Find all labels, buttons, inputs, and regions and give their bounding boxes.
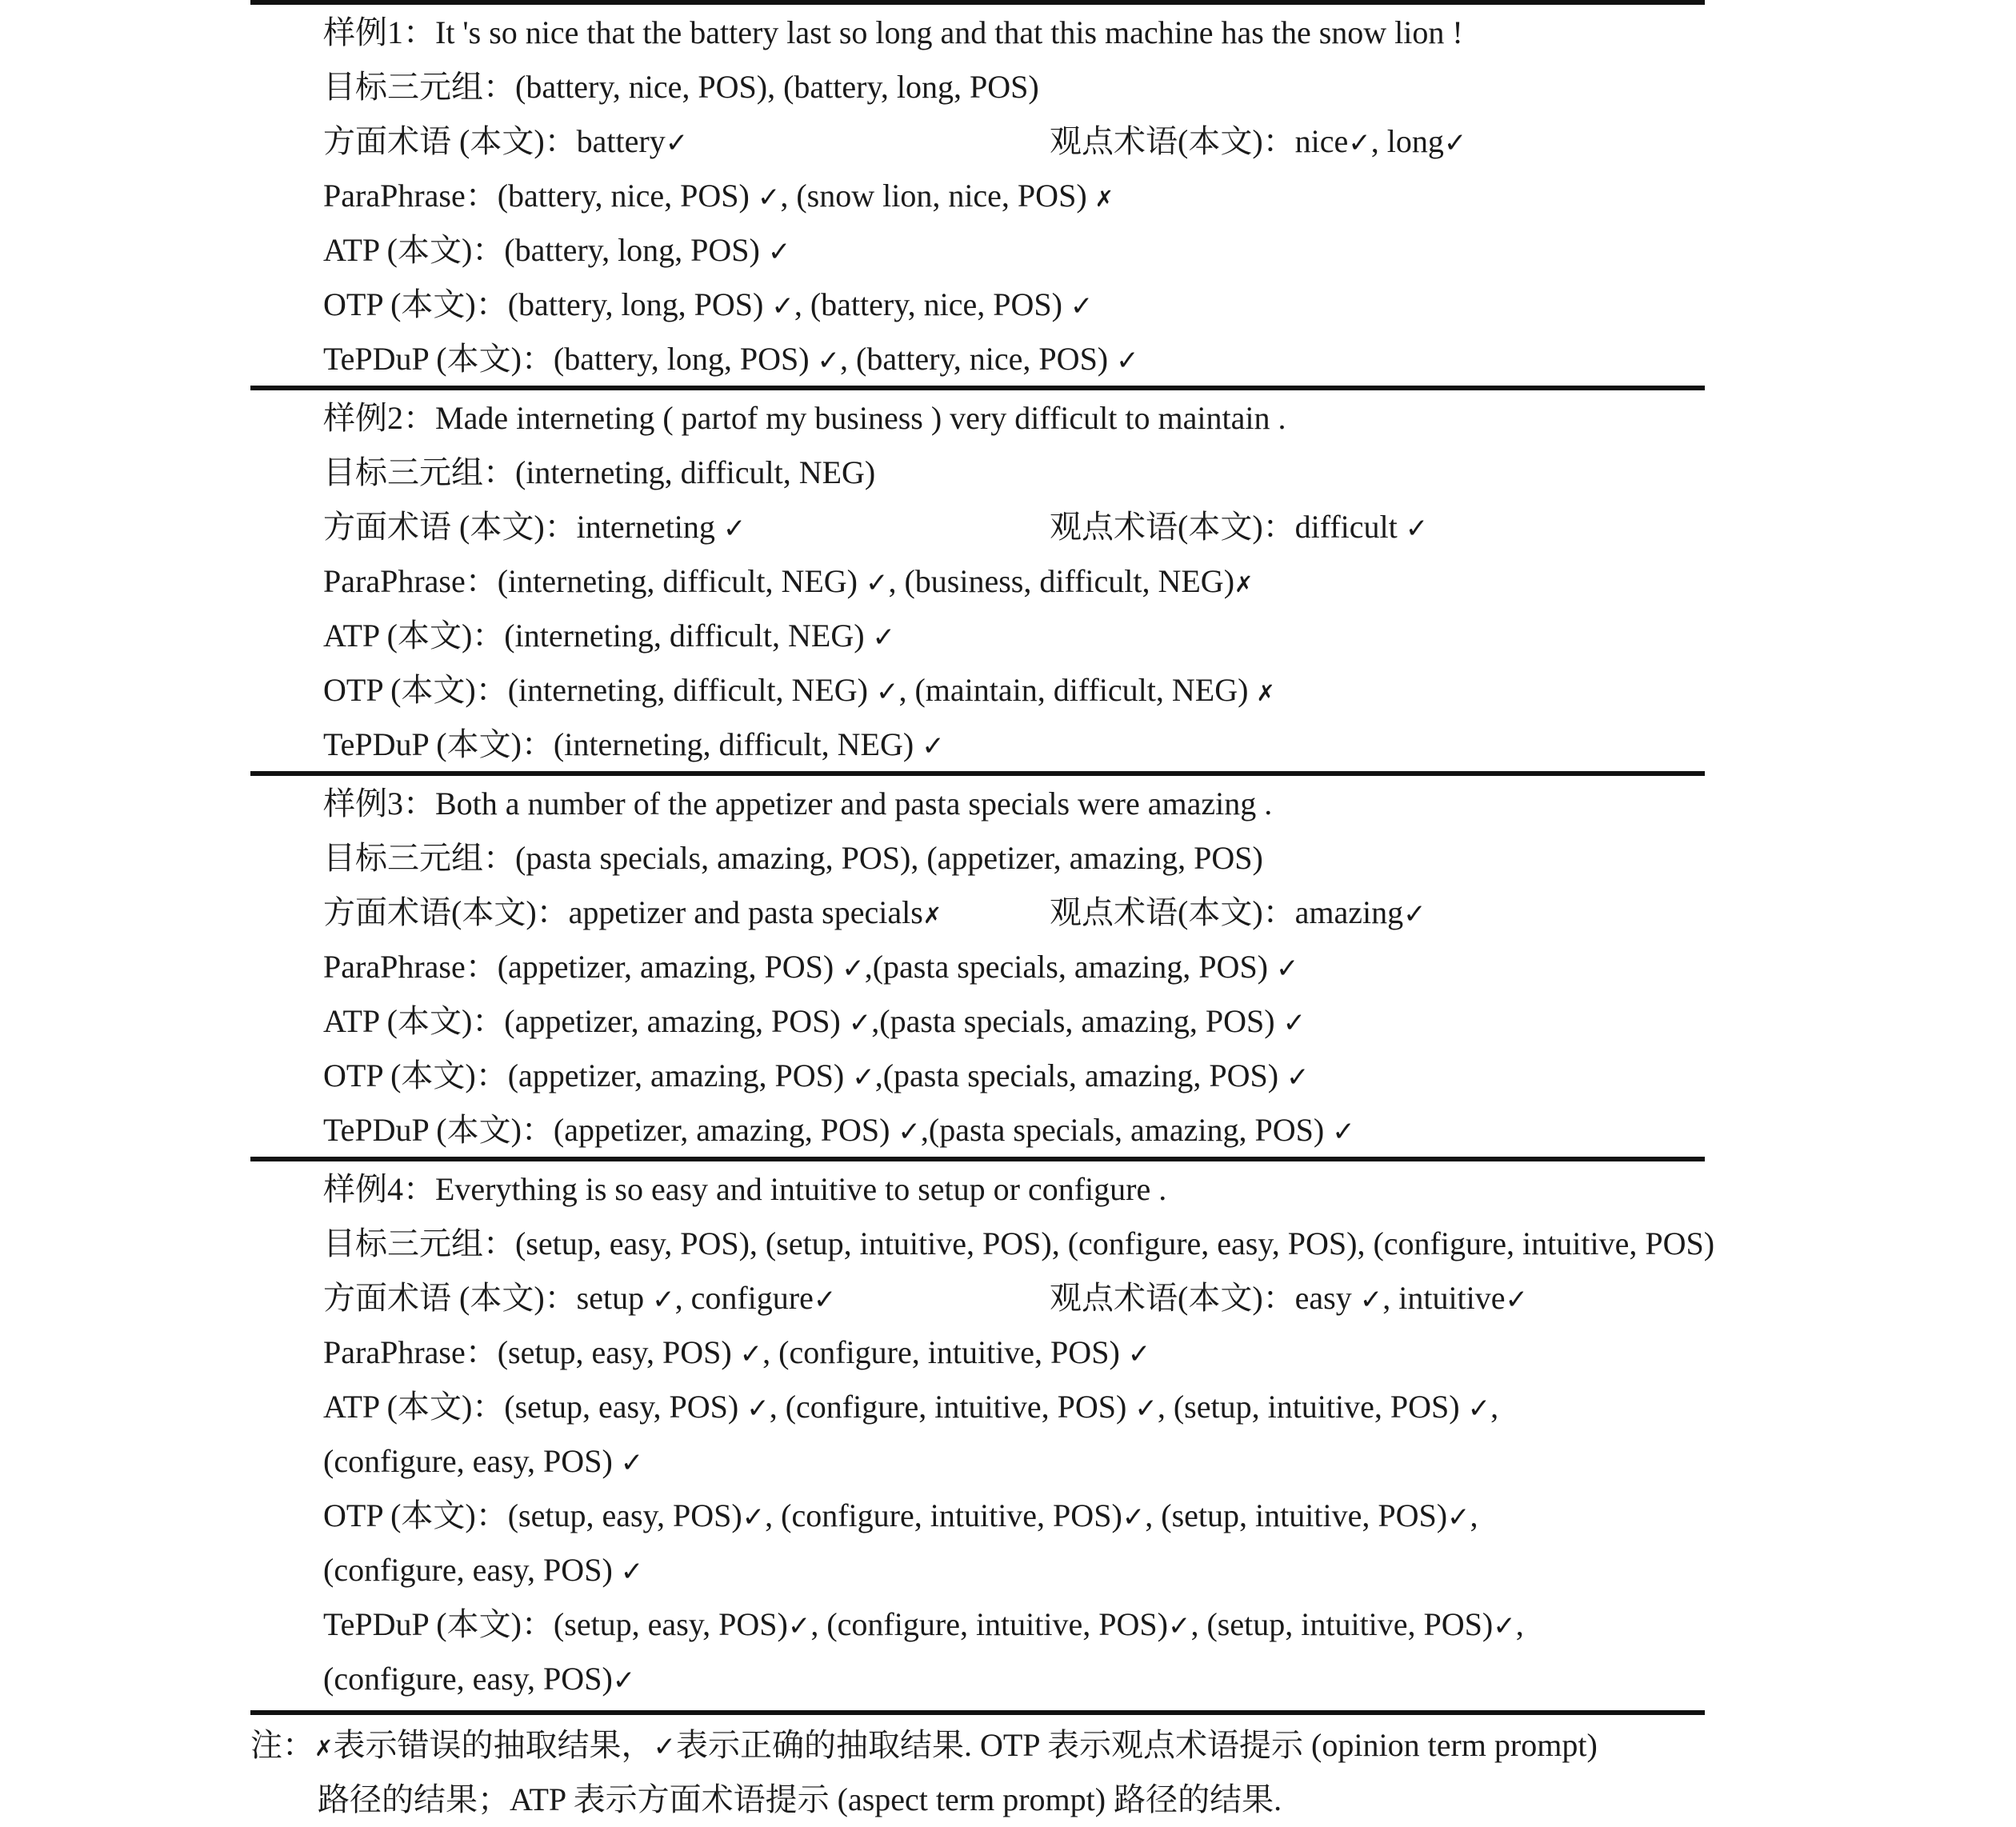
text-segment: 目标三元组：(setup, easy, POS), (setup, intuitive, POS), (configure, easy, POS), (configure, intuitive, POS) bbox=[323, 1225, 1715, 1261]
text-segment: ATP (本文)：(setup, easy, POS) bbox=[323, 1389, 747, 1425]
text-segment: , (battery, nice, POS) bbox=[794, 286, 1070, 322]
text-segment: , configure bbox=[674, 1280, 814, 1316]
sample-sentence-line bbox=[323, 391, 1963, 446]
sample-result-line bbox=[323, 1652, 1963, 1706]
check-mark-icon: ✓ bbox=[848, 1007, 872, 1039]
check-mark-icon: ✓ bbox=[1405, 513, 1429, 545]
sample-result-line bbox=[323, 169, 1963, 223]
check-mark-icon: ✓ bbox=[787, 1610, 811, 1642]
sample-result-line bbox=[323, 1434, 1963, 1489]
text-segment: , (setup, intuitive, POS) bbox=[1157, 1389, 1468, 1425]
sample-sentence-line bbox=[323, 6, 1963, 60]
text-segment: 观点术语(本文)：difficult bbox=[1050, 509, 1406, 545]
text-segment: , bbox=[1515, 1606, 1524, 1642]
check-mark-icon: ✓ bbox=[739, 1338, 763, 1370]
text-segment: TePDuP (本文)：(interneting, difficult, NEG) bbox=[323, 726, 922, 762]
sample-result-line bbox=[323, 500, 1963, 554]
text-segment: ,(pasta specials, amazing, POS) bbox=[871, 1003, 1283, 1039]
text-segment: , (configure, intuitive, POS) bbox=[810, 1606, 1168, 1642]
sample-result-line bbox=[323, 446, 1963, 500]
check-mark-icon: ✓ bbox=[652, 1284, 675, 1316]
text-segment: 表示正确的抽取结果. OTP 表示观点术语提示 (opinion term prompt) bbox=[675, 1727, 1598, 1763]
sample-block-1 bbox=[323, 6, 1963, 386]
text-segment: , long bbox=[1370, 123, 1444, 159]
sample-result-line bbox=[323, 1489, 1963, 1543]
check-mark-icon: ✓ bbox=[817, 345, 841, 377]
text-segment: ParaPhrase：(setup, easy, POS) bbox=[323, 1334, 740, 1370]
text-segment: TePDuP (本文)：(appetizer, amazing, POS) bbox=[323, 1112, 898, 1148]
text-segment: 样例3：Both a number of the appetizer and pasta specials were amazing . bbox=[323, 786, 1273, 822]
sample-result-line bbox=[323, 278, 1963, 332]
sample-result-line bbox=[323, 1597, 1963, 1652]
check-mark-icon: ✓ bbox=[612, 1665, 636, 1697]
text-segment: 方面术语 (本文)：setup bbox=[323, 1280, 653, 1316]
text-segment: ATP (本文)：(appetizer, amazing, POS) bbox=[323, 1003, 849, 1039]
check-mark-icon: ✓ bbox=[1070, 290, 1094, 322]
text-segment: , (snow lion, nice, POS) bbox=[780, 178, 1095, 214]
sample-block-4 bbox=[323, 1162, 1963, 1706]
check-mark-icon: ✓ bbox=[898, 1116, 921, 1148]
text-segment: OTP (本文)：(appetizer, amazing, POS) bbox=[323, 1057, 853, 1093]
sample-divider bbox=[250, 1157, 1705, 1161]
sample-result-line bbox=[323, 940, 1963, 994]
text-segment: 观点术语(本文)：amazing bbox=[1050, 894, 1404, 930]
text-segment: 样例2：Made interneting ( partof my business ) very difficult to maintain . bbox=[323, 400, 1286, 436]
check-mark-icon: ✓ bbox=[722, 513, 746, 545]
sample-result-line bbox=[323, 663, 1963, 718]
sample-result-line bbox=[323, 1217, 1963, 1271]
text-segment: 目标三元组：(pasta specials, amazing, POS), (appetizer, amazing, POS) bbox=[323, 840, 1263, 876]
check-mark-icon: ✓ bbox=[1167, 1610, 1191, 1642]
text-segment: OTP (本文)：(setup, easy, POS) bbox=[323, 1497, 742, 1533]
sample-result-line bbox=[323, 994, 1963, 1049]
text-segment: (configure, easy, POS) bbox=[323, 1552, 621, 1588]
check-mark-icon: ✓ bbox=[1447, 1501, 1470, 1533]
text-segment: 样例4：Everything is so easy and intuitive to setup or configure . bbox=[323, 1171, 1167, 1207]
cross-mark-icon: ✗ bbox=[314, 1735, 334, 1761]
check-mark-icon: ✓ bbox=[1134, 1393, 1158, 1425]
check-mark-icon: ✓ bbox=[1276, 953, 1299, 985]
check-mark-icon: ✓ bbox=[1127, 1338, 1151, 1370]
text-segment: (configure, easy, POS) bbox=[323, 1661, 613, 1697]
text-segment: , bbox=[1470, 1497, 1478, 1533]
note-line bbox=[250, 1773, 1770, 1827]
text-segment: 方面术语(本文)：appetizer and pasta specials bbox=[323, 894, 923, 930]
text-segment: , (battery, nice, POS) bbox=[840, 341, 1117, 377]
check-mark-icon: ✓ bbox=[813, 1284, 837, 1316]
text-segment: , intuitive bbox=[1382, 1280, 1506, 1316]
opinion-term-column bbox=[1050, 114, 1466, 170]
table-note bbox=[250, 1718, 1770, 1827]
text-segment: ParaPhrase：(interneting, difficult, NEG) bbox=[323, 563, 866, 599]
text-segment: , (setup, intuitive, POS) bbox=[1145, 1497, 1448, 1533]
check-mark-icon: ✓ bbox=[771, 290, 794, 322]
text-segment: ATP (本文)：(battery, long, POS) bbox=[323, 232, 768, 268]
check-mark-icon: ✓ bbox=[872, 622, 896, 654]
text-segment: ATP (本文)：(interneting, difficult, NEG) bbox=[323, 618, 873, 654]
text-segment: 方面术语 (本文)：interneting bbox=[323, 509, 723, 545]
text-segment: TePDuP (本文)：(battery, long, POS) bbox=[323, 341, 818, 377]
text-segment: , (configure, intuitive, POS) bbox=[769, 1389, 1135, 1425]
sample-result-line bbox=[323, 831, 1963, 886]
text-segment: , (configure, intuitive, POS) bbox=[765, 1497, 1122, 1533]
sample-divider bbox=[250, 386, 1705, 390]
check-mark-icon: ✓ bbox=[1116, 345, 1139, 377]
sample-result-line bbox=[323, 1380, 1963, 1434]
check-mark-icon: ✓ bbox=[852, 1061, 875, 1093]
check-mark-icon: ✓ bbox=[1122, 1501, 1146, 1533]
cross-mark-icon: ✗ bbox=[1256, 680, 1275, 706]
check-mark-icon: ✓ bbox=[746, 1393, 770, 1425]
check-mark-icon: ✓ bbox=[1467, 1393, 1491, 1425]
check-mark-icon: ✓ bbox=[1286, 1061, 1310, 1093]
check-mark-icon: ✓ bbox=[1443, 127, 1467, 159]
sample-result-line bbox=[323, 886, 1963, 940]
sample-result-line bbox=[323, 1271, 1963, 1325]
sample-result-line bbox=[323, 1543, 1963, 1597]
check-mark-icon: ✓ bbox=[1348, 127, 1371, 159]
sample-result-line bbox=[323, 554, 1963, 609]
opinion-term-column bbox=[1050, 1271, 1528, 1327]
sample-result-line bbox=[323, 1049, 1963, 1103]
check-mark-icon: ✓ bbox=[1403, 898, 1426, 930]
sample-result-line bbox=[323, 718, 1963, 772]
check-mark-icon: ✓ bbox=[875, 676, 899, 708]
check-mark-icon: ✓ bbox=[620, 1556, 644, 1588]
text-segment: 目标三元组：(interneting, difficult, NEG) bbox=[323, 454, 876, 490]
text-segment: 目标三元组：(battery, nice, POS), (battery, long, POS) bbox=[323, 69, 1039, 105]
top-rule bbox=[250, 0, 1705, 5]
text-segment: 路径的结果；ATP 表示方面术语提示 (aspect term prompt) 路径的结果. bbox=[318, 1781, 1282, 1817]
check-mark-icon: ✓ bbox=[922, 730, 945, 762]
text-segment: ,(pasta specials, amazing, POS) bbox=[920, 1112, 1333, 1148]
sample-block-3 bbox=[323, 777, 1963, 1157]
text-segment: 样例1：It 's so nice that the battery last so long and that this machine has the snow lion ! bbox=[323, 14, 1463, 50]
text-segment: 方面术语 (本文)：battery bbox=[323, 123, 666, 159]
text-segment: OTP (本文)：(battery, long, POS) bbox=[323, 286, 772, 322]
text-segment: 观点术语(本文)：nice bbox=[1050, 123, 1349, 159]
check-mark-icon: ✓ bbox=[742, 1501, 766, 1533]
opinion-term-column bbox=[1050, 886, 1426, 941]
text-segment: TePDuP (本文)：(setup, easy, POS) bbox=[323, 1606, 788, 1642]
text-segment: , (business, difficult, NEG) bbox=[888, 563, 1235, 599]
sample-result-line bbox=[323, 1325, 1963, 1380]
text-segment: , (setup, intuitive, POS) bbox=[1190, 1606, 1494, 1642]
sample-result-line bbox=[323, 223, 1963, 278]
cross-mark-icon: ✗ bbox=[1094, 186, 1114, 212]
cross-mark-icon: ✗ bbox=[1234, 571, 1254, 598]
sample-divider bbox=[250, 771, 1705, 776]
sample-result-line bbox=[323, 609, 1963, 663]
check-mark-icon: ✓ bbox=[865, 567, 889, 599]
text-segment: ,(pasta specials, amazing, POS) bbox=[864, 949, 1277, 985]
check-mark-icon: ✓ bbox=[620, 1447, 644, 1479]
text-segment: , (maintain, difficult, NEG) bbox=[898, 672, 1257, 708]
sample-block-2 bbox=[323, 391, 1963, 772]
cross-mark-icon: ✗ bbox=[922, 902, 942, 929]
check-mark-icon: ✓ bbox=[665, 127, 689, 159]
check-mark-icon: ✓ bbox=[1359, 1284, 1383, 1316]
check-mark-icon: ✓ bbox=[653, 1731, 676, 1763]
text-segment: ,(pasta specials, amazing, POS) bbox=[874, 1057, 1287, 1093]
sample-sentence-line bbox=[323, 777, 1963, 831]
text-segment: (configure, easy, POS) bbox=[323, 1443, 621, 1479]
text-segment: 注： bbox=[250, 1727, 314, 1763]
text-segment: , bbox=[1490, 1389, 1499, 1425]
sample-result-line bbox=[323, 332, 1963, 386]
opinion-term-column bbox=[1050, 500, 1428, 556]
sample-result-line bbox=[323, 114, 1963, 169]
sample-sentence-line bbox=[323, 1162, 1963, 1217]
check-mark-icon: ✓ bbox=[757, 182, 781, 214]
bottom-rule bbox=[250, 1710, 1705, 1715]
text-segment: , (configure, intuitive, POS) bbox=[762, 1334, 1128, 1370]
text-segment: OTP (本文)：(interneting, difficult, NEG) bbox=[323, 672, 876, 708]
text-segment: 表示错误的抽取结果， bbox=[333, 1727, 654, 1763]
check-mark-icon: ✓ bbox=[1282, 1007, 1306, 1039]
text-segment: 观点术语(本文)：easy bbox=[1050, 1280, 1360, 1316]
check-mark-icon: ✓ bbox=[1332, 1116, 1355, 1148]
text-segment: ParaPhrase：(appetizer, amazing, POS) bbox=[323, 949, 842, 985]
check-mark-icon: ✓ bbox=[1505, 1284, 1529, 1316]
sample-result-line bbox=[323, 1103, 1963, 1157]
check-mark-icon: ✓ bbox=[842, 953, 865, 985]
text-segment: ParaPhrase：(battery, nice, POS) bbox=[323, 178, 758, 214]
check-mark-icon: ✓ bbox=[767, 236, 791, 268]
note-line bbox=[250, 1718, 1770, 1773]
sample-result-line bbox=[323, 60, 1963, 114]
check-mark-icon: ✓ bbox=[1493, 1610, 1516, 1642]
